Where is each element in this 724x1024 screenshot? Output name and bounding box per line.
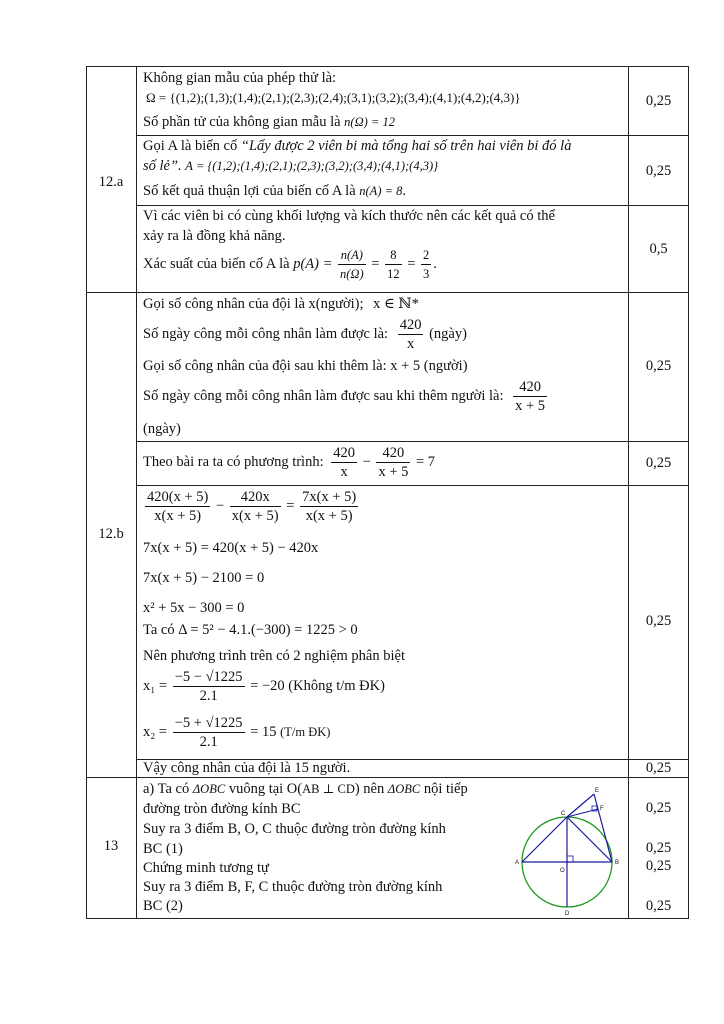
minus-sign: − xyxy=(215,497,225,514)
fraction-denominator: 12 xyxy=(387,267,400,281)
event-a-text: Gọi A là biến cố xyxy=(143,138,241,154)
fraction-denominator: x(x + 5) xyxy=(154,508,202,524)
q13-text: ) nên xyxy=(354,781,385,797)
minus-sign: − xyxy=(362,453,371,470)
score-13-3: 0,25 xyxy=(645,858,672,874)
equally-likely-text: Vì các viên bi có cùng khối lượng và kích thước nên các kết quả có thể xyxy=(143,208,555,224)
root-x2-label: x₂ = xyxy=(143,723,168,740)
equation-setup-text: Theo bài ra ta có phương trình: xyxy=(143,453,324,470)
question-label-12b: 12.b xyxy=(98,526,124,542)
score-12a-1: 0,25 xyxy=(645,93,672,109)
root-x1-fraction xyxy=(173,668,245,705)
sample-space-size-text: Số phần tử của không gian mẫu là xyxy=(143,114,341,130)
fraction-denominator: x(x + 5) xyxy=(305,508,353,524)
root-x1 xyxy=(143,668,385,705)
score-13-2: 0,25 xyxy=(645,840,672,856)
sample-space-intro: Không gian mẫu của phép thử là: xyxy=(143,70,337,86)
days-fraction xyxy=(398,316,424,353)
point-label-a: A xyxy=(515,860,520,866)
row-divider xyxy=(136,135,689,136)
point-label-d: D xyxy=(565,911,570,917)
q13-line-5: Chứng minh tương tự xyxy=(143,860,269,876)
point-label-e: E xyxy=(595,788,600,794)
table-border-top xyxy=(86,66,689,67)
two-roots-text: Nên phương trình trên có 2 nghiệm phân biệt xyxy=(143,648,405,664)
equation-step-3: 7x(x + 5) − 2100 = 0 xyxy=(143,570,265,586)
days-per-worker-text: Số ngày công mỗi công nhân làm được là: xyxy=(143,325,389,342)
fraction-numerator: 420 xyxy=(376,444,410,463)
unit-days: (ngày) xyxy=(429,325,467,342)
fraction-numerator: 2 xyxy=(421,246,431,265)
root-x2-fraction xyxy=(173,714,245,751)
conclusion-12b: Vậy công nhân của đội là 15 người. xyxy=(143,760,351,776)
event-a-quote: “Lấy được 2 viên bi mà tổng hai số trên hai viên bi đó là xyxy=(240,138,572,154)
q13-line-2: đường tròn đường kính BC xyxy=(143,801,301,817)
fraction-numerator: 420 xyxy=(399,317,422,333)
fraction-numerator: 420 xyxy=(513,378,547,397)
equals-sign: = xyxy=(407,255,416,272)
q13-line-3: Suy ra 3 điểm B, O, C thuộc đường tròn đường kính xyxy=(143,821,446,837)
row-divider xyxy=(136,205,689,206)
fraction-denominator: n(Ω) xyxy=(340,267,364,281)
fraction-numerator: −5 + √1225 xyxy=(174,715,243,731)
fraction-numerator: −5 − √1225 xyxy=(174,669,243,685)
event-a-count-formula: n(A) = 8 xyxy=(359,184,403,198)
event-a-set: A = {(1,2);(1,4);(2,1);(2,3);(3,2);(3,4);(4,1);(4,3)} xyxy=(185,159,439,173)
eq-fraction-a xyxy=(331,444,357,481)
fraction-numerator: 420(x + 5) xyxy=(147,489,209,505)
score-13-1: 0,25 xyxy=(645,800,672,816)
common-fraction-c xyxy=(300,488,358,525)
sample-space-set: Ω = {(1,2);(1,3);(1,4);(2,1);(2,3);(2,4);(3,1);(3,2);(3,4);(4,1);(4,2);(4,3)} xyxy=(146,90,521,105)
equals-sign: = xyxy=(286,497,295,514)
probability-fraction-2 xyxy=(385,246,402,283)
row-divider xyxy=(136,441,689,442)
triangle-obc: ΔOBC xyxy=(387,782,421,796)
discriminant-line xyxy=(143,622,358,639)
q13-line-7: BC (2) xyxy=(143,898,183,914)
event-a-quote-end: số lẻ”. xyxy=(143,158,182,174)
sample-space-size-formula: n(Ω) = 12 xyxy=(344,115,395,129)
probability-line xyxy=(143,246,437,283)
perpendicular-ab-cd: AB ⊥ CD xyxy=(302,782,355,796)
root-x1-label: x₁ = xyxy=(143,677,168,694)
row-divider xyxy=(86,777,689,778)
question-label-12a: 12.a xyxy=(98,174,124,190)
event-a-definition xyxy=(143,138,571,155)
row-divider xyxy=(136,485,689,486)
equation-common-denominator xyxy=(143,488,360,525)
score-12a-2: 0,25 xyxy=(645,163,672,179)
probability-text: Xác suất của biến cố A là xyxy=(143,255,290,272)
q13-line-1 xyxy=(143,781,468,798)
score-13-4: 0,25 xyxy=(645,898,672,914)
equation-rhs: = 7 xyxy=(416,453,436,470)
question-label-13: 13 xyxy=(103,838,119,854)
days-per-worker-after-text: Số ngày công mỗi công nhân làm được sau khi thêm người là: xyxy=(143,387,504,404)
probability-lhs: p(A) = xyxy=(293,255,333,272)
eq-fraction-b xyxy=(376,444,410,481)
workers-variable-domain: x ∈ ℕ* xyxy=(373,296,419,312)
row-divider xyxy=(86,292,689,293)
event-a-set-line xyxy=(143,158,438,175)
discriminant-text: Ta có xyxy=(143,622,175,638)
score-12b-1: 0,25 xyxy=(645,358,672,374)
score-12b-2: 0,25 xyxy=(645,455,672,471)
sample-space-size xyxy=(143,114,395,131)
fraction-denominator: x + 5 xyxy=(515,398,546,414)
equals-sign: = xyxy=(371,255,380,272)
root-x1-note: (Không t/m ĐK) xyxy=(288,677,385,694)
fraction-denominator: 2.1 xyxy=(199,734,218,750)
q13-line-4: BC (1) xyxy=(143,841,183,857)
common-fraction-a xyxy=(145,488,210,525)
q13-text: vuông tại O( xyxy=(228,781,303,797)
fraction-numerator: 8 xyxy=(385,246,402,265)
probability-fraction-1 xyxy=(338,246,366,283)
root-x2 xyxy=(143,714,330,751)
workers-variable xyxy=(143,296,419,313)
table-column-divider-2 xyxy=(628,66,629,919)
equation-setup xyxy=(143,444,435,481)
common-fraction-b xyxy=(230,488,281,525)
period: . xyxy=(402,183,407,199)
period: . xyxy=(433,255,437,272)
point-label-c: C xyxy=(561,811,566,817)
circle-geometry-figure xyxy=(512,784,628,918)
equation-step-2: 7x(x + 5) = 420(x + 5) − 420x xyxy=(143,540,319,556)
fraction-numerator: 420 xyxy=(333,445,355,461)
q13-text: a) Ta có xyxy=(143,781,190,797)
days-after-fraction xyxy=(513,378,547,415)
table-border-bottom xyxy=(86,918,689,919)
root-x1-value: = −20 xyxy=(250,677,285,694)
days-per-worker xyxy=(143,316,467,353)
fraction-denominator: x xyxy=(406,336,415,352)
unit-days-line: (ngày) xyxy=(143,421,181,437)
discriminant-formula: Δ = 5² − 4.1.(−300) = 1225 > 0 xyxy=(178,622,358,638)
right-angle-mark-o xyxy=(567,856,573,862)
days-per-worker-after xyxy=(143,378,549,415)
fraction-denominator: 2.1 xyxy=(199,688,218,704)
fraction-numerator: n(A) xyxy=(338,246,366,265)
fraction-denominator: x + 5 xyxy=(378,464,409,480)
root-x2-value: = 15 xyxy=(250,723,277,740)
fraction-numerator: 420x xyxy=(230,488,281,507)
q13-text: nội tiếp xyxy=(423,781,468,797)
fraction-denominator: x xyxy=(340,464,348,480)
probability-fraction-3 xyxy=(421,246,431,283)
score-12b-3: 0,25 xyxy=(645,613,672,629)
score-12a-3: 0,5 xyxy=(649,241,668,257)
equally-likely-text-cont: xảy ra là đồng khả năng. xyxy=(143,228,286,244)
triangle-obc: ΔOBC xyxy=(192,782,226,796)
fraction-denominator: x(x + 5) xyxy=(231,508,279,524)
table-column-divider-1 xyxy=(136,66,137,919)
event-a-count xyxy=(143,183,406,200)
workers-variable-text: Gọi số công nhân của đội là x(người); xyxy=(143,296,364,312)
workers-after-adding: Gọi số công nhân của đội sau khi thêm là: x + 5 (người) xyxy=(143,358,468,374)
root-x2-note: (T/m ĐK) xyxy=(280,724,331,739)
score-12b-4: 0,25 xyxy=(645,760,672,776)
point-label-f: F xyxy=(600,806,604,812)
fraction-denominator: 3 xyxy=(423,267,430,281)
point-label-b: B xyxy=(615,860,620,866)
fraction-numerator: 7x(x + 5) xyxy=(302,489,357,505)
event-a-count-text: Số kết quả thuận lợi của biến cố A là xyxy=(143,183,356,199)
q13-line-6: Suy ra 3 điểm B, F, C thuộc đường tròn đường kính xyxy=(143,879,443,895)
table-border-left xyxy=(86,66,87,919)
table-border-right xyxy=(688,66,689,919)
point-label-o: O xyxy=(560,868,565,874)
equation-step-4: x² + 5x − 300 = 0 xyxy=(143,600,245,616)
